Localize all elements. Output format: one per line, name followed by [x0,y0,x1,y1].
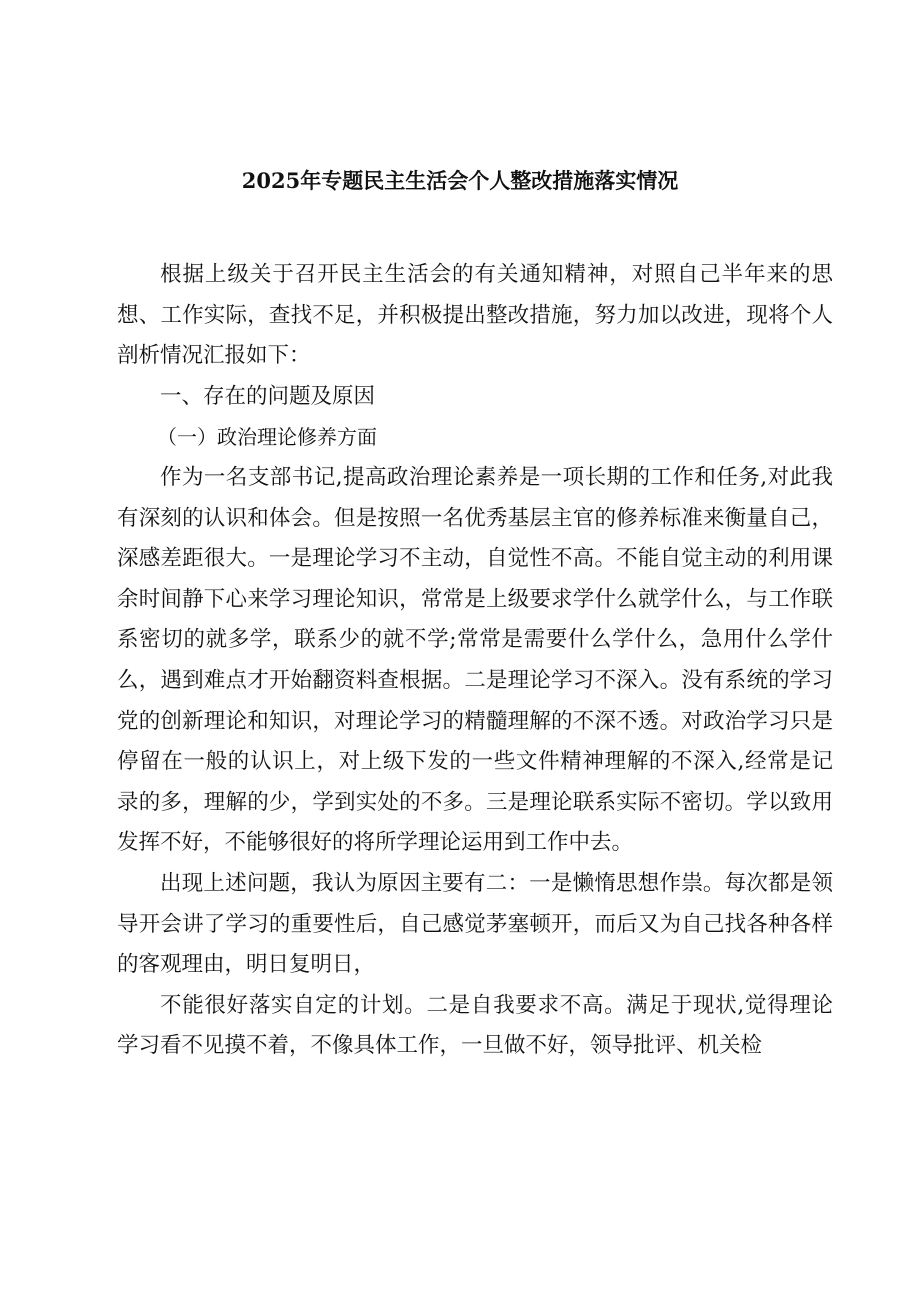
section-heading: 一、存在的问题及原因 [160,383,376,409]
document-title: 2025年专题民主生活会个人整改措施落实情况 [241,168,679,193]
document-body [117,255,833,1067]
body-paragraph: 不能很好落实自定的计划。二是自我要求不高。满足于现状,觉得理论学习看不见摸不着，不像具体工作，一旦做不好，领导批评、机关检 [117,992,833,1059]
body-paragraph: 出现上述问题，我认为原因主要有二：一是懒惰思想作祟。每次都是领导开会讲了学习的重要性后，自己感觉茅塞顿开，而后又为自己找各种各样的客观理由，明日复明日， [117,870,833,978]
intro-paragraph: 根据上级关于召开民主生活会的有关通知精神，对照自己半年来的思想、工作实际，查找不足，并积极提出整改措施，努力加以改进，现将个人剖析情况汇报如下： [117,262,833,369]
body-paragraph: 作为一名支部书记,提高政治理论素养是一项长期的工作和任务,对此我有深刻的认识和体会。但是按照一名优秀基层主官的修养标准来衡量自己，深感差距很大。一是理论学习不主动，自觉性不高。不能自觉主动的利用课余时间静下心来学习理论知识，常常是上级要求学什么就学什么，与工作联系密切的就多学，联系少的就不学;常常是需要什么学什么，急用什么学什么，遇到难点才开始翻资料查根据。二是理论学习不深入。没有系统的学习党的创新理论和知识，对理论学习的精髓理解的不深不透。对政治学习只是停留在一般的认识上，对上级下发的一些文件精神理解的不深入,经常是记录的多，理解的少，学到实处的不多。三是理论联系实际不密切。学以致用发挥不好，不能够很好的将所学理论运用到工作中去。 [117,464,833,856]
subsection-heading: （一）政治理论修养方面 [157,425,377,450]
